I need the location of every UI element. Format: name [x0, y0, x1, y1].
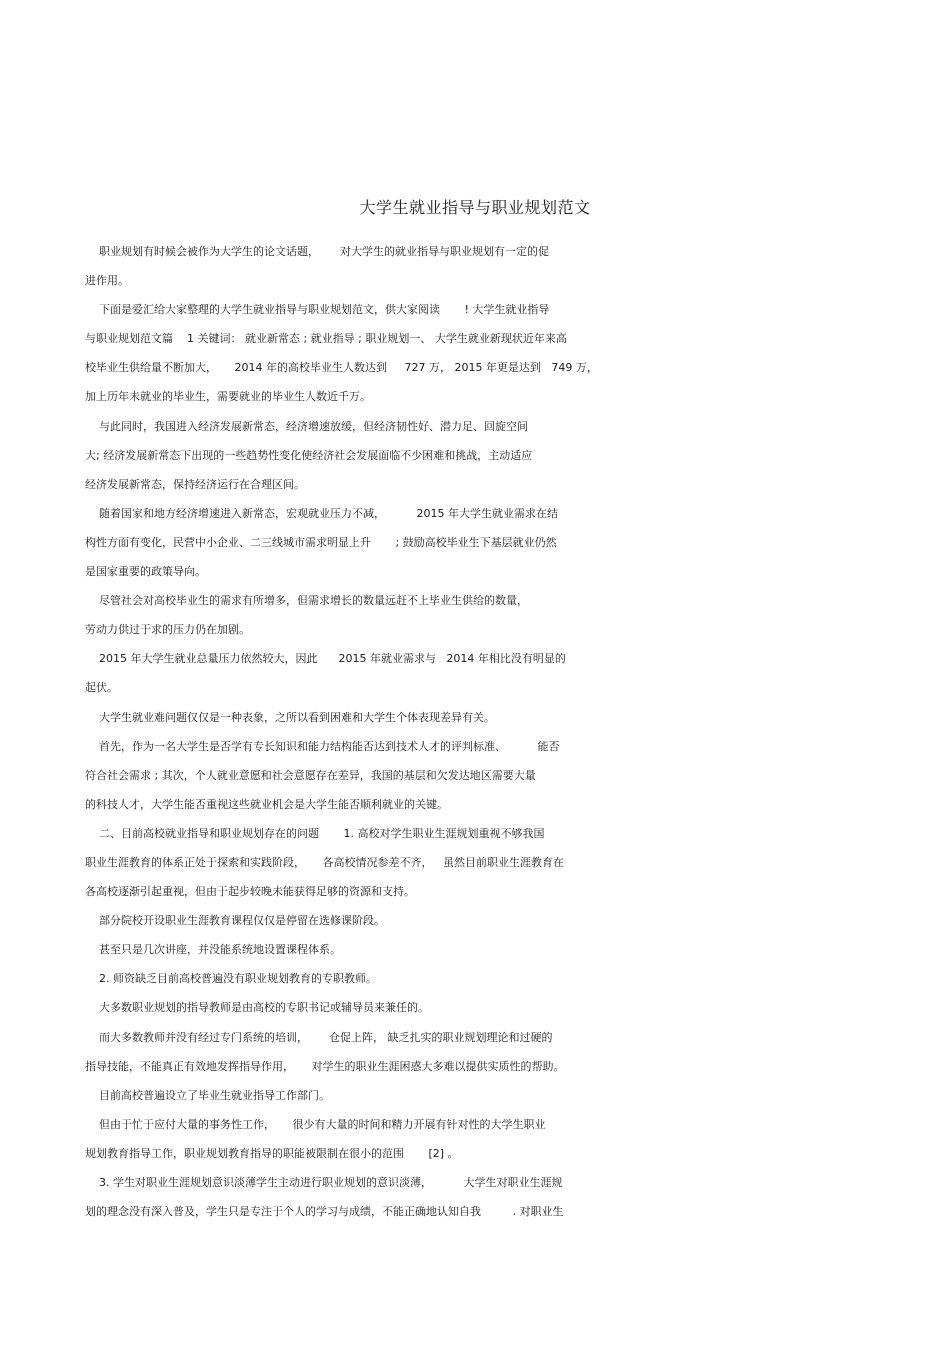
text-line: 尽管社会对高校毕业生的需求有所增多，但需求增长的数量远赶不上毕业生供给的数量， — [85, 594, 528, 608]
text-line: 2. 师资缺乏目前高校普遍没有职业规划教育的专职教师。 — [85, 972, 377, 986]
text-line: 规划教育指导工作，职业规划教育指导的职能被限制在很小的范围 [2] 。 — [85, 1146, 459, 1160]
text-line: 是国家重要的政策导向。 — [85, 565, 206, 579]
text-line: 与职业规划范文篇 1 关键词： 就业新常态 ; 就业指导 ; 职业规划一、 大学生就业新现状近年来高 — [85, 332, 567, 346]
text-line: 大多数职业规划的指导教师是由高校的专职书记或辅导员来兼任的。 — [85, 1001, 429, 1015]
text-line: 首先，作为一名大学生是否学有专长知识和能力结构能否达到技术人才的评判标准、 能否 — [85, 739, 560, 753]
text-line: 随着国家和地方经济增速进入新常态，宏观就业压力不减， 2015 年大学生就业需求在结 — [85, 506, 558, 520]
text-line: 校毕业生供给量不断加大， 2014 年的高校毕业生人数达到 727 万， 2015 年更是达到 749 万， — [85, 361, 598, 375]
document-body — [85, 237, 875, 1226]
text-line: 甚至只是几次讲座，并没能系统地设置课程体系。 — [85, 943, 341, 957]
text-line: 划的理念没有深入普及，学生只是专注于个人的学习与成绩，不能正确地认知自我 . 对职业生 — [85, 1205, 564, 1219]
text-line: 构性方面有变化，民营中小企业、二三线城市需求明显上升 ; 鼓励高校毕业生下基层就业仍然 — [85, 535, 557, 549]
text-line: 部分院校开设职业生涯教育课程仅仅是停留在选修课阶段。 — [85, 914, 385, 928]
text-line: 的科技人才，大学生能否重视这些就业机会是大学生能否顺利就业的关键。 — [85, 797, 448, 811]
text-line: 2015 年大学生就业总量压力依然较大，因此 2015 年就业需求与 2014 年相比没有明显的 — [85, 652, 566, 666]
text-line: 指导技能，不能真正有效地发挥指导作用， 对学生的职业生涯困惑大多难以提供实质性的帮助。 — [85, 1059, 565, 1073]
text-line: 各高校逐渐引起重视，但由于起步较晚未能获得足够的资源和支持。 — [85, 885, 415, 899]
text-line: 二、目前高校就业指导和职业规划存在的问题 1. 高校对学生职业生涯规划重视不够我国 — [85, 826, 545, 840]
text-line: 符合社会需求 ; 其次，个人就业意愿和社会意愿存在差异，我国的基层和欠发达地区需要大量 — [85, 768, 536, 782]
text-line: 大; 经济发展新常态下出现的一些趋势性变化使经济社会发展面临不少困难和挑战，主动适应 — [85, 448, 533, 462]
text-line: 起伏。 — [85, 681, 118, 695]
text-line: 目前高校普遍设立了毕业生就业指导工作部门。 — [85, 1088, 330, 1102]
text-line: 但由于忙于应付大量的事务性工作， 很少有大量的时间和精力开展有针对性的大学生职业 — [85, 1117, 546, 1131]
text-line: 下面是爱汇给大家整理的大学生就业指导与职业规划范文，供大家阅读 ! 大学生就业指导 — [85, 303, 550, 317]
text-line: 而大多数教师并没有经过专门系统的培训， 仓促上阵， 缺乏扎实的职业规划理论和过硬的 — [85, 1030, 553, 1044]
document-title: 大学生就业指导与职业规划范文 — [359, 198, 591, 217]
text-line: 职业规划有时候会被作为大学生的论文话题， 对大学生的就业指导与职业规划有一定的促 — [85, 245, 549, 258]
text-line: 大学生就业难问题仅仅是一种表象，之所以看到困难和大学生个体表现差异有关。 — [85, 710, 495, 724]
text-line: 3. 学生对职业生涯规划意识淡薄学生主动进行职业规划的意识淡薄， 大学生对职业生涯规 — [85, 1176, 563, 1189]
text-line: 劳动力供过于求的压力仍在加剧。 — [85, 623, 250, 637]
text-line: 经济发展新常态，保持经济运行在合理区间。 — [85, 477, 305, 491]
text-line: 加上历年未就业的毕业生，需要就业的毕业生人数近千万。 — [85, 390, 371, 404]
text-line: 进作用。 — [85, 274, 129, 288]
text-line: 职业生涯教育的体系正处于探索和实践阶段， 各高校情况参差不齐， 虽然目前职业生涯教育在 — [85, 855, 564, 869]
text-line: 与此同时，我国进入经济发展新常态，经济增速放缓，但经济韧性好、潜力足、回旋空间 — [85, 419, 528, 433]
